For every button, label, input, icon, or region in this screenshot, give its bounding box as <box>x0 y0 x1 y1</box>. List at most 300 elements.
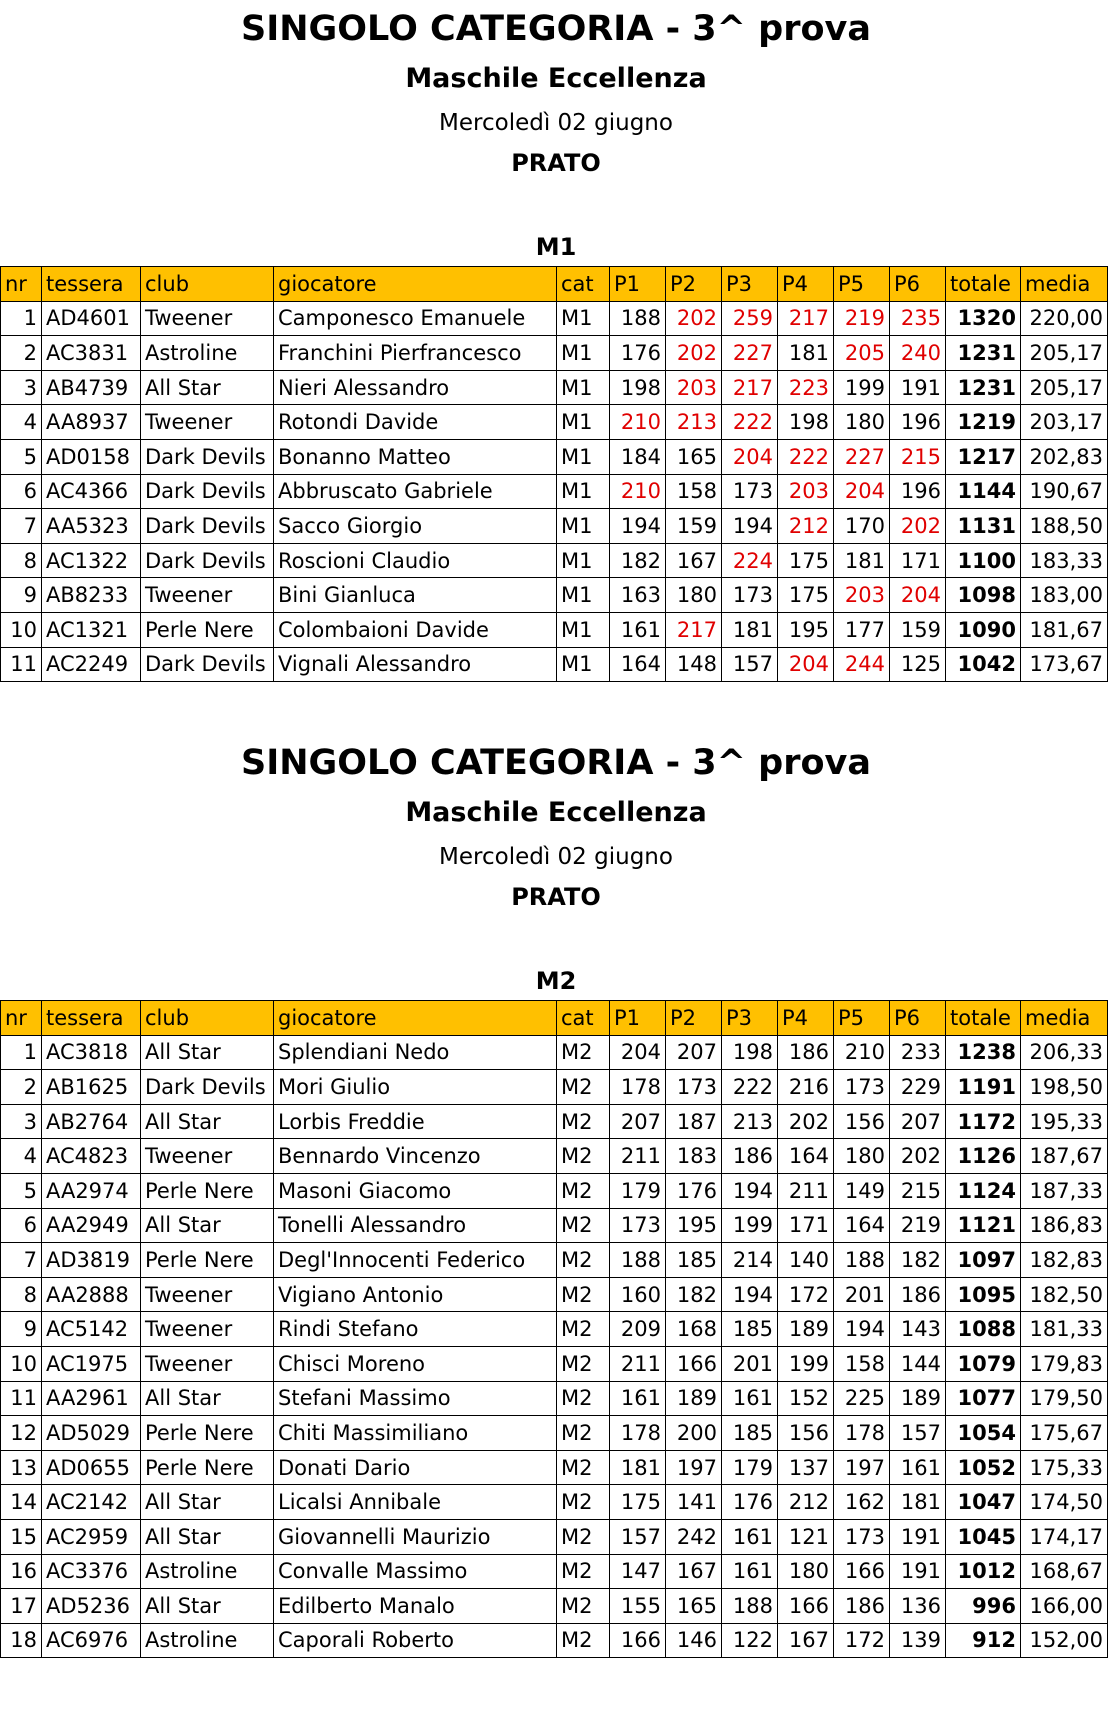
game-score-cell: 148 <box>666 647 722 682</box>
average-cell: 183,33 <box>1021 543 1108 578</box>
table-row <box>1 1485 1108 1520</box>
average-cell: 179,83 <box>1021 1346 1108 1381</box>
game-score-cell: 199 <box>722 1208 778 1243</box>
total-cell: 1054 <box>946 1416 1021 1451</box>
player-cell: Bennardo Vincenzo <box>274 1139 557 1174</box>
player-cell: Chisci Moreno <box>274 1346 557 1381</box>
average-cell: 182,50 <box>1021 1277 1108 1312</box>
game-score-cell: 212 <box>778 1485 834 1520</box>
club-cell: All Star <box>141 1381 274 1416</box>
game-score-cell: 200 <box>666 1416 722 1451</box>
total-cell: 1077 <box>946 1381 1021 1416</box>
game-score-cell: 204 <box>890 578 946 613</box>
game-score-cell: 196 <box>890 474 946 509</box>
event-date: Mercoledì 02 giugno <box>439 110 673 136</box>
total-cell: 1097 <box>946 1243 1021 1278</box>
column-header-media: media <box>1021 1001 1108 1036</box>
club-cell: Perle Nere <box>141 1243 274 1278</box>
game-score-cell: 158 <box>666 474 722 509</box>
tessera-cell: AD3819 <box>42 1243 141 1278</box>
game-score-cell: 229 <box>890 1070 946 1105</box>
column-header-club: club <box>141 1001 274 1036</box>
game-score-cell: 157 <box>890 1416 946 1451</box>
column-header-p6: P6 <box>890 267 946 302</box>
rank-cell: 4 <box>1 405 42 440</box>
game-score-cell: 147 <box>610 1554 666 1589</box>
player-cell: Degl'Innocenti Federico <box>274 1243 557 1278</box>
game-score-cell: 181 <box>834 543 890 578</box>
game-score-cell: 157 <box>610 1519 666 1554</box>
table-row <box>1 439 1108 474</box>
total-cell: 1095 <box>946 1277 1021 1312</box>
club-cell: All Star <box>141 1589 274 1624</box>
tessera-cell: AC1322 <box>42 543 141 578</box>
average-cell: 168,67 <box>1021 1554 1108 1589</box>
total-cell: 1012 <box>946 1554 1021 1589</box>
total-cell: 1098 <box>946 578 1021 613</box>
game-score-cell: 164 <box>778 1139 834 1174</box>
game-score-cell: 125 <box>890 647 946 682</box>
game-score-cell: 180 <box>834 1139 890 1174</box>
rank-cell: 5 <box>1 439 42 474</box>
game-score-cell: 173 <box>722 578 778 613</box>
table-header-row <box>1 267 1108 302</box>
column-header-p5: P5 <box>834 267 890 302</box>
game-score-cell: 186 <box>890 1277 946 1312</box>
total-cell: 1191 <box>946 1070 1021 1105</box>
table-row <box>1 1070 1108 1105</box>
player-cell: Vignali Alessandro <box>274 647 557 682</box>
average-cell: 175,33 <box>1021 1450 1108 1485</box>
tessera-cell: AA2974 <box>42 1173 141 1208</box>
game-score-cell: 172 <box>778 1277 834 1312</box>
rank-cell: 3 <box>1 370 42 405</box>
game-score-cell: 139 <box>890 1623 946 1658</box>
column-header-media: media <box>1021 267 1108 302</box>
table-row <box>1 1554 1108 1589</box>
game-score-cell: 152 <box>778 1381 834 1416</box>
rank-cell: 8 <box>1 543 42 578</box>
total-cell: 1238 <box>946 1035 1021 1070</box>
table-row <box>1 1346 1108 1381</box>
rank-cell: 18 <box>1 1623 42 1658</box>
game-score-cell: 204 <box>834 474 890 509</box>
tessera-cell: AA2949 <box>42 1208 141 1243</box>
total-cell: 1088 <box>946 1312 1021 1347</box>
club-cell: All Star <box>141 1519 274 1554</box>
game-score-cell: 198 <box>610 370 666 405</box>
total-cell: 1079 <box>946 1346 1021 1381</box>
total-cell: 1100 <box>946 543 1021 578</box>
player-cell: Convalle Massimo <box>274 1554 557 1589</box>
game-score-cell: 143 <box>890 1312 946 1347</box>
column-header-p1: P1 <box>610 1001 666 1036</box>
tessera-cell: AA8937 <box>42 405 141 440</box>
game-score-cell: 227 <box>834 439 890 474</box>
club-cell: Astroline <box>141 1554 274 1589</box>
column-header-tessera: tessera <box>42 267 141 302</box>
player-cell: Giovannelli Maurizio <box>274 1519 557 1554</box>
game-score-cell: 203 <box>778 474 834 509</box>
game-score-cell: 215 <box>890 1173 946 1208</box>
tessera-cell: AD5029 <box>42 1416 141 1451</box>
game-score-cell: 198 <box>722 1035 778 1070</box>
tessera-cell: AC3376 <box>42 1554 141 1589</box>
game-score-cell: 194 <box>722 1277 778 1312</box>
average-cell: 174,17 <box>1021 1519 1108 1554</box>
average-cell: 203,17 <box>1021 405 1108 440</box>
player-cell: Chiti Massimiliano <box>274 1416 557 1451</box>
tessera-cell: AB8233 <box>42 578 141 613</box>
rank-cell: 4 <box>1 1139 42 1174</box>
game-score-cell: 182 <box>666 1277 722 1312</box>
game-score-cell: 204 <box>722 439 778 474</box>
game-score-cell: 213 <box>722 1104 778 1139</box>
game-score-cell: 189 <box>890 1381 946 1416</box>
game-score-cell: 166 <box>666 1346 722 1381</box>
game-score-cell: 171 <box>890 543 946 578</box>
tessera-cell: AC2249 <box>42 647 141 682</box>
game-score-cell: 170 <box>834 509 890 544</box>
column-header-p1: P1 <box>610 267 666 302</box>
cat-cell: M2 <box>557 1173 610 1208</box>
player-cell: Abbruscato Gabriele <box>274 474 557 509</box>
game-score-cell: 172 <box>834 1623 890 1658</box>
rank-cell: 7 <box>1 1243 42 1278</box>
club-cell: Perle Nere <box>141 1450 274 1485</box>
tessera-cell: AC1321 <box>42 612 141 647</box>
game-score-cell: 210 <box>610 405 666 440</box>
column-header-p2: P2 <box>666 267 722 302</box>
cat-cell: M1 <box>557 370 610 405</box>
cat-cell: M2 <box>557 1070 610 1105</box>
table-row <box>1 509 1108 544</box>
tessera-cell: AD5236 <box>42 1589 141 1624</box>
game-score-cell: 188 <box>610 1243 666 1278</box>
player-cell: Splendiani Nedo <box>274 1035 557 1070</box>
game-score-cell: 137 <box>778 1450 834 1485</box>
tessera-cell: AD0655 <box>42 1450 141 1485</box>
game-score-cell: 165 <box>666 439 722 474</box>
game-score-cell: 122 <box>722 1623 778 1658</box>
game-score-cell: 181 <box>722 612 778 647</box>
game-score-cell: 183 <box>666 1139 722 1174</box>
ranking-table <box>0 266 1108 682</box>
club-cell: All Star <box>141 1208 274 1243</box>
game-score-cell: 219 <box>834 301 890 336</box>
game-score-cell: 203 <box>666 370 722 405</box>
game-score-cell: 121 <box>778 1519 834 1554</box>
game-score-cell: 186 <box>834 1589 890 1624</box>
game-score-cell: 175 <box>778 543 834 578</box>
game-score-cell: 194 <box>722 1173 778 1208</box>
club-cell: Dark Devils <box>141 509 274 544</box>
game-score-cell: 156 <box>778 1416 834 1451</box>
rank-cell: 3 <box>1 1104 42 1139</box>
table-row <box>1 1312 1108 1347</box>
total-cell: 912 <box>946 1623 1021 1658</box>
game-score-cell: 167 <box>666 543 722 578</box>
column-header-cat: cat <box>557 1001 610 1036</box>
tessera-cell: AC3831 <box>42 336 141 371</box>
game-score-cell: 149 <box>834 1173 890 1208</box>
club-cell: Tweener <box>141 1277 274 1312</box>
tessera-cell: AC2959 <box>42 1519 141 1554</box>
game-score-cell: 198 <box>778 405 834 440</box>
player-cell: Tonelli Alessandro <box>274 1208 557 1243</box>
game-score-cell: 155 <box>610 1589 666 1624</box>
total-cell: 1320 <box>946 301 1021 336</box>
game-score-cell: 186 <box>722 1139 778 1174</box>
table-row <box>1 1104 1108 1139</box>
game-score-cell: 207 <box>610 1104 666 1139</box>
game-score-cell: 195 <box>778 612 834 647</box>
column-header-p3: P3 <box>722 267 778 302</box>
game-score-cell: 202 <box>890 1139 946 1174</box>
table-row <box>1 336 1108 371</box>
table-row <box>1 1416 1108 1451</box>
game-score-cell: 188 <box>722 1589 778 1624</box>
club-cell: All Star <box>141 1104 274 1139</box>
cat-cell: M1 <box>557 336 610 371</box>
game-score-cell: 173 <box>834 1070 890 1105</box>
rank-cell: 11 <box>1 1381 42 1416</box>
game-score-cell: 173 <box>722 474 778 509</box>
game-score-cell: 180 <box>666 578 722 613</box>
column-header-nr: nr <box>1 267 42 302</box>
game-score-cell: 181 <box>610 1450 666 1485</box>
game-score-cell: 181 <box>778 336 834 371</box>
player-cell: Bonanno Matteo <box>274 439 557 474</box>
game-score-cell: 161 <box>722 1519 778 1554</box>
game-score-cell: 204 <box>778 647 834 682</box>
cat-cell: M1 <box>557 647 610 682</box>
game-score-cell: 227 <box>722 336 778 371</box>
club-cell: Dark Devils <box>141 543 274 578</box>
game-score-cell: 213 <box>666 405 722 440</box>
table-row <box>1 370 1108 405</box>
tessera-cell: AB2764 <box>42 1104 141 1139</box>
game-score-cell: 207 <box>666 1035 722 1070</box>
player-cell: Rotondi Davide <box>274 405 557 440</box>
game-score-cell: 214 <box>722 1243 778 1278</box>
table-row <box>1 1208 1108 1243</box>
game-score-cell: 165 <box>666 1589 722 1624</box>
tessera-cell: AC1975 <box>42 1346 141 1381</box>
average-cell: 181,67 <box>1021 612 1108 647</box>
game-score-cell: 185 <box>722 1416 778 1451</box>
game-score-cell: 156 <box>834 1104 890 1139</box>
average-cell: 205,17 <box>1021 370 1108 405</box>
game-score-cell: 197 <box>834 1450 890 1485</box>
game-score-cell: 175 <box>610 1485 666 1520</box>
rank-cell: 2 <box>1 1070 42 1105</box>
table-row <box>1 1450 1108 1485</box>
cat-cell: M2 <box>557 1554 610 1589</box>
table-row <box>1 543 1108 578</box>
table-row <box>1 1381 1108 1416</box>
game-score-cell: 159 <box>890 612 946 647</box>
rank-cell: 8 <box>1 1277 42 1312</box>
player-cell: Mori Giulio <box>274 1070 557 1105</box>
total-cell: 1131 <box>946 509 1021 544</box>
game-score-cell: 180 <box>834 405 890 440</box>
club-cell: Dark Devils <box>141 647 274 682</box>
category-heading: M2 <box>535 967 577 995</box>
game-score-cell: 179 <box>722 1450 778 1485</box>
game-score-cell: 199 <box>834 370 890 405</box>
game-score-cell: 233 <box>890 1035 946 1070</box>
average-cell: 166,00 <box>1021 1589 1108 1624</box>
game-score-cell: 167 <box>666 1554 722 1589</box>
table-row <box>1 405 1108 440</box>
club-cell: Tweener <box>141 301 274 336</box>
game-score-cell: 211 <box>610 1346 666 1381</box>
column-header-p5: P5 <box>834 1001 890 1036</box>
table-row <box>1 474 1108 509</box>
average-cell: 173,67 <box>1021 647 1108 682</box>
game-score-cell: 222 <box>778 439 834 474</box>
rank-cell: 2 <box>1 336 42 371</box>
cat-cell: M2 <box>557 1277 610 1312</box>
game-score-cell: 176 <box>722 1485 778 1520</box>
rank-cell: 6 <box>1 1208 42 1243</box>
game-score-cell: 146 <box>666 1623 722 1658</box>
cat-cell: M2 <box>557 1589 610 1624</box>
game-score-cell: 242 <box>666 1519 722 1554</box>
table-row <box>1 1623 1108 1658</box>
club-cell: All Star <box>141 1485 274 1520</box>
game-score-cell: 244 <box>834 647 890 682</box>
game-score-cell: 141 <box>666 1485 722 1520</box>
average-cell: 152,00 <box>1021 1623 1108 1658</box>
average-cell: 181,33 <box>1021 1312 1108 1347</box>
total-cell: 1217 <box>946 439 1021 474</box>
cat-cell: M2 <box>557 1208 610 1243</box>
column-header-p4: P4 <box>778 267 834 302</box>
column-header-totale: totale <box>946 267 1021 302</box>
column-header-p2: P2 <box>666 1001 722 1036</box>
game-score-cell: 180 <box>778 1554 834 1589</box>
event-city: PRATO <box>511 883 601 911</box>
player-cell: Edilberto Manalo <box>274 1589 557 1624</box>
player-cell: Colombaioni Davide <box>274 612 557 647</box>
game-score-cell: 178 <box>610 1416 666 1451</box>
club-cell: Dark Devils <box>141 474 274 509</box>
game-score-cell: 171 <box>778 1208 834 1243</box>
game-score-cell: 222 <box>722 1070 778 1105</box>
game-score-cell: 175 <box>778 578 834 613</box>
game-score-cell: 219 <box>890 1208 946 1243</box>
total-cell: 1121 <box>946 1208 1021 1243</box>
player-cell: Vigiano Antonio <box>274 1277 557 1312</box>
column-header-tessera: tessera <box>42 1001 141 1036</box>
column-header-p4: P4 <box>778 1001 834 1036</box>
tessera-cell: AD4601 <box>42 301 141 336</box>
total-cell: 1042 <box>946 647 1021 682</box>
table-row <box>1 612 1108 647</box>
game-score-cell: 185 <box>722 1312 778 1347</box>
page-title: SINGOLO CATEGORIA - 3^ prova <box>241 9 871 49</box>
game-score-cell: 194 <box>610 509 666 544</box>
tessera-cell: AA5323 <box>42 509 141 544</box>
game-score-cell: 191 <box>890 1519 946 1554</box>
page-title: SINGOLO CATEGORIA - 3^ prova <box>241 743 871 783</box>
game-score-cell: 184 <box>610 439 666 474</box>
player-cell: Franchini Pierfrancesco <box>274 336 557 371</box>
event-city: PRATO <box>511 149 601 177</box>
event-date: Mercoledì 02 giugno <box>439 844 673 870</box>
rank-cell: 1 <box>1 301 42 336</box>
game-score-cell: 161 <box>722 1381 778 1416</box>
game-score-cell: 173 <box>834 1519 890 1554</box>
game-score-cell: 191 <box>890 1554 946 1589</box>
tessera-cell: AB4739 <box>42 370 141 405</box>
rank-cell: 10 <box>1 1346 42 1381</box>
club-cell: Perle Nere <box>141 1173 274 1208</box>
game-score-cell: 161 <box>610 1381 666 1416</box>
game-score-cell: 177 <box>834 612 890 647</box>
cat-cell: M1 <box>557 543 610 578</box>
player-cell: Rindi Stefano <box>274 1312 557 1347</box>
cat-cell: M2 <box>557 1243 610 1278</box>
game-score-cell: 199 <box>778 1346 834 1381</box>
game-score-cell: 178 <box>834 1416 890 1451</box>
total-cell: 1045 <box>946 1519 1021 1554</box>
tessera-cell: AB1625 <box>42 1070 141 1105</box>
table-row <box>1 1519 1108 1554</box>
club-cell: Tweener <box>141 1346 274 1381</box>
game-score-cell: 240 <box>890 336 946 371</box>
game-score-cell: 217 <box>722 370 778 405</box>
rank-cell: 16 <box>1 1554 42 1589</box>
category-heading: M1 <box>535 233 577 261</box>
total-cell: 996 <box>946 1589 1021 1624</box>
total-cell: 1172 <box>946 1104 1021 1139</box>
game-score-cell: 235 <box>890 301 946 336</box>
game-score-cell: 210 <box>610 474 666 509</box>
average-cell: 205,17 <box>1021 336 1108 371</box>
game-score-cell: 202 <box>890 509 946 544</box>
game-score-cell: 207 <box>890 1104 946 1139</box>
column-header-nr: nr <box>1 1001 42 1036</box>
game-score-cell: 185 <box>666 1243 722 1278</box>
game-score-cell: 191 <box>890 370 946 405</box>
game-score-cell: 203 <box>834 578 890 613</box>
game-score-cell: 161 <box>722 1554 778 1589</box>
game-score-cell: 201 <box>722 1346 778 1381</box>
table-row <box>1 1243 1108 1278</box>
cat-cell: M1 <box>557 578 610 613</box>
table-row <box>1 578 1108 613</box>
game-score-cell: 166 <box>778 1589 834 1624</box>
average-cell: 179,50 <box>1021 1381 1108 1416</box>
tessera-cell: AA2961 <box>42 1381 141 1416</box>
cat-cell: M2 <box>557 1450 610 1485</box>
total-cell: 1231 <box>946 336 1021 371</box>
cat-cell: M2 <box>557 1623 610 1658</box>
tessera-cell: AC5142 <box>42 1312 141 1347</box>
tessera-cell: AA2888 <box>42 1277 141 1312</box>
rank-cell: 1 <box>1 1035 42 1070</box>
rank-cell: 6 <box>1 474 42 509</box>
cat-cell: M1 <box>557 439 610 474</box>
average-cell: 198,50 <box>1021 1070 1108 1105</box>
game-score-cell: 197 <box>666 1450 722 1485</box>
game-score-cell: 182 <box>890 1243 946 1278</box>
table-row <box>1 647 1108 682</box>
average-cell: 186,83 <box>1021 1208 1108 1243</box>
